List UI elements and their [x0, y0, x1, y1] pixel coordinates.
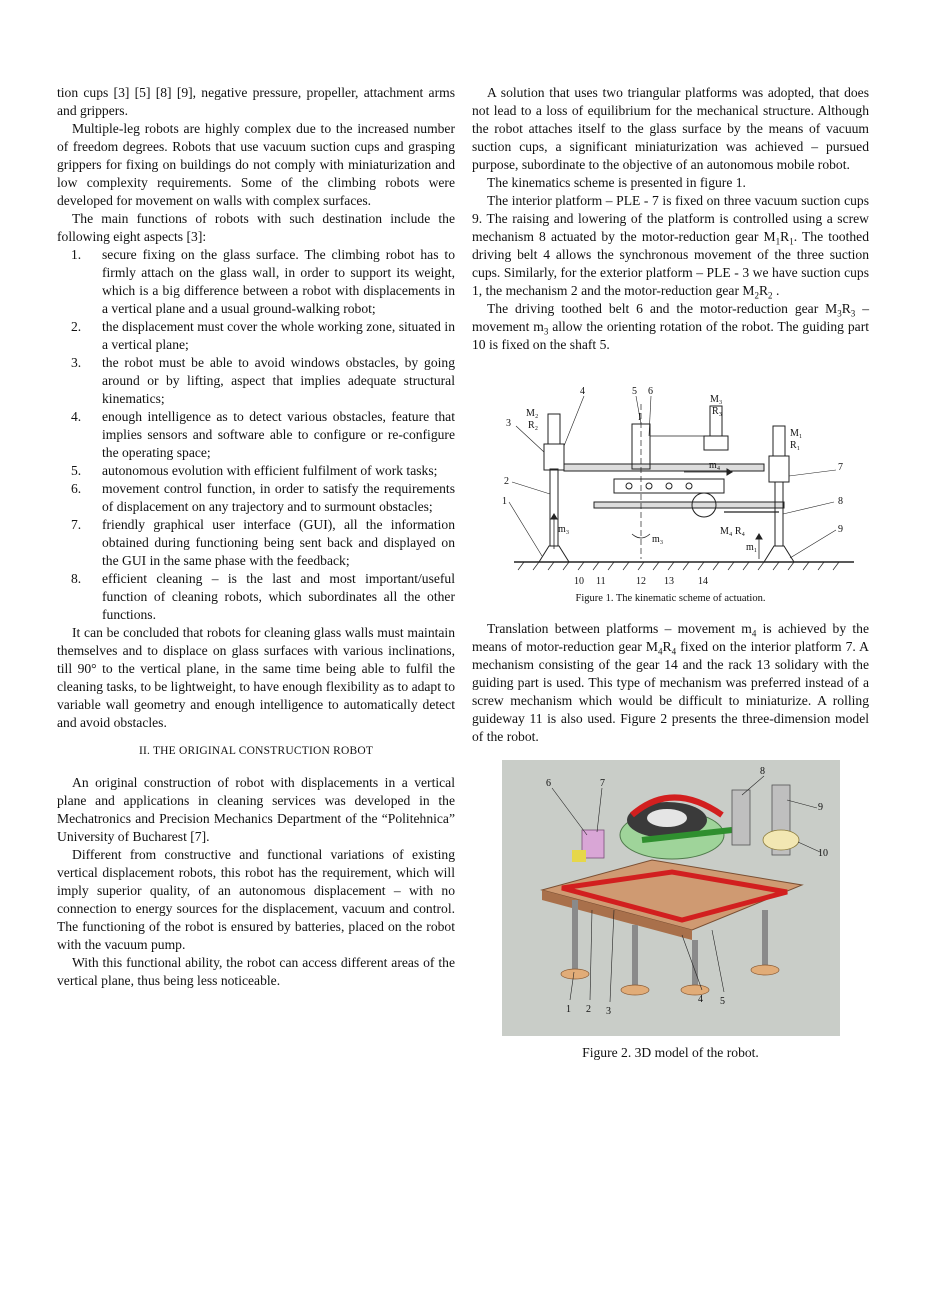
- label: M₁: [790, 428, 803, 439]
- label: 5: [632, 386, 637, 397]
- label: R₂: [528, 420, 539, 431]
- label: 3: [506, 418, 511, 429]
- label: 8: [838, 496, 843, 507]
- left-motor-block: [544, 444, 564, 470]
- label: R₃: [712, 406, 723, 417]
- label: 10: [818, 848, 828, 859]
- guiding-part: [614, 479, 724, 493]
- interior-platform: [594, 502, 784, 508]
- paragraph: With this functional ability, the robot can access different areas of the vertical plane, thus being less noticeable.: [57, 955, 455, 988]
- label: 1: [502, 496, 507, 507]
- list-item: 4. enough intelligence as to detect various obstacles, feature that implies sensors and software able to configure or re-configure the operating space;: [71, 409, 455, 460]
- label: m₄: [709, 460, 721, 471]
- label: I: [638, 412, 642, 423]
- paragraph: The driving toothed belt 6 and the motor-reduction gear $M_3R_3$ – movement $m_3$ allow the orienting rotation of the robot. The guiding part 10 is fixed on the shaft 5.: [472, 301, 869, 352]
- paragraph: tion cups [3] [5] [8] [9], negative pressure, propeller, attachment arms and grippers.: [57, 85, 455, 118]
- paragraph: Translation between platforms – movement $m_4$ is achieved by the means of motor-reduction gear $M_4R_4$ fixed on the interior platform 7. A mechanism consisting of the gear 14 and the rack 13 solidary with the guiding part is used. This type of mechanism was preferred instead of a screw mechanism which would be difficult to miniaturize. A rolling guideway 11 is also used. Figure 2 presents the three-dimension model of the robot.: [472, 621, 870, 744]
- paragraph: An original construction of robot with displacements in a vertical plane and applications in cleaning services was developed in the Mechatronics and Precision Mechanics Department of the “Politehnica” University of Bucharest [7].: [57, 775, 455, 844]
- label: 7: [838, 462, 843, 473]
- label: 2: [586, 1004, 591, 1015]
- guiding-part-10: [763, 830, 799, 850]
- leg: [572, 900, 578, 970]
- leg: [692, 940, 698, 985]
- list-item: 7. friendly graphical user interface (GUI), all the information obtained during functioning being sent back and displayed on the GUI in the same phase with the feedback;: [71, 517, 455, 568]
- label: 5: [720, 996, 725, 1007]
- list-item: 6. movement control function, in order to satisfy the requirements of displacement on any trajectory and to surmount obstacles;: [71, 481, 455, 514]
- label: 10: [574, 576, 584, 584]
- paragraph: Different from constructive and functional variations of existing vertical displacement robots, this robot has the requirement, which will imply superior quality, of an autonomous displacement – with no connection to energy sources for the displacement, vacuum and control. The functioning of the robot is ensured by batteries, placed on the robot with the vacuum pump.: [57, 847, 455, 952]
- label: 7: [600, 778, 605, 789]
- section-title: II. THE ORIGINAL CONSTRUCTION ROBOT: [138, 745, 374, 757]
- suction-cup-right: [764, 546, 794, 562]
- leg: [762, 910, 768, 965]
- suction-cup: [561, 969, 589, 979]
- suction-cup: [751, 965, 779, 975]
- aspects-list: [57, 246, 455, 624]
- list-item: 8. efficient cleaning – is the last and most important/useful function of cleaning robots, which subordinates all the other functions.: [71, 571, 455, 622]
- label: 13: [664, 576, 674, 584]
- label: m₃: [558, 524, 570, 535]
- list-item: 5. autonomous evolution with efficient fulfilment of work tasks;: [71, 463, 438, 478]
- figure-2-3d-model: [502, 760, 840, 1036]
- label: 2: [504, 476, 509, 487]
- label: 12: [636, 576, 646, 584]
- figure-1-caption: Figure 1. The kinematic scheme of actuation.: [575, 593, 766, 604]
- paragraph: A solution that uses two triangular platforms was adopted, that does not lead to a loss of equilibrium for the mechanical structure. Although the robot attaches itself to the glass surface by the means of vacuum suction cups, a significant miniaturization was achieved – pursued purpose, subordinate to the objective of an autonomous mobile robot.: [472, 85, 869, 172]
- paragraph: It can be concluded that robots for cleaning glass walls must maintain themselves and to displace on glass surfaces with various inclinations, till 90° to the vertical plane, in the same time being able to fulfil the cleaning tasks, to be lightweight, to have enough flexibility as to adapt to variable wall geometry and enough intelligence to automatically detect and avoid obstacles.: [57, 625, 455, 730]
- paragraph: The interior platform – PLE - 7 is fixed on three vacuum suction cups 9. The raising and lowering of the platform is controlled using a screw mechanism 8 actuated by the motor-reduction gear $M_1R_1$. The toothed driving belt 4 allows the synchronous movement of the three suction cups. Similarly, for the exterior platform – PLE - 3 we have suction cups 1, the mechanism 2 and the motor-reduction gear $M_2R_2$ .: [472, 193, 870, 301]
- label: R₁: [790, 440, 801, 451]
- motor-column-8: [732, 790, 750, 845]
- paragraph: Multiple-leg robots are highly complex due to the increased number of freedom degrees. Robots that use vacuum suction cups and grasping grippers for fixing on buildings do not comply with miniaturization and low complexity requirements. Some of the climbing robots were developed for movement on walls with complex surfaces.: [57, 121, 455, 208]
- paragraph: The kinematics scheme is presented in figure 1.: [487, 175, 746, 190]
- right-motor-block: [769, 456, 789, 482]
- figure-1-kinematic-scheme: [484, 384, 864, 584]
- ground-hatch: [518, 562, 839, 570]
- exterior-platform: [564, 464, 764, 471]
- label: M₂: [526, 408, 539, 419]
- label: 3: [606, 1006, 611, 1017]
- label: 1: [566, 1004, 571, 1015]
- label: 14: [698, 576, 708, 584]
- leg: [632, 925, 638, 985]
- list-item: 3. the robot must be able to avoid windows obstacles, by going around or by lifting, aspect that implies adequate structural kinematics;: [71, 355, 455, 406]
- figure-2-caption: Figure 2. 3D model of the robot.: [582, 1045, 759, 1060]
- label: 8: [760, 766, 765, 777]
- label: 6: [648, 386, 653, 397]
- label: 4: [698, 994, 703, 1005]
- label: 11: [596, 576, 606, 584]
- label: 9: [818, 802, 823, 813]
- suction-cup: [621, 985, 649, 995]
- left-column: [57, 84, 455, 990]
- label: 9: [838, 524, 843, 535]
- right-column-shaft: [775, 482, 783, 546]
- list-item: 2. the displacement must cover the whole working zone, situated in a vertical plane;: [71, 319, 455, 352]
- label: m₁: [746, 542, 758, 553]
- right-column: [472, 84, 869, 1062]
- suction-cup: [681, 985, 709, 995]
- paragraph: The main functions of robots with such destination include the following eight aspects [3]:: [57, 211, 455, 244]
- label: m₃: [652, 534, 664, 545]
- label: 6: [546, 778, 551, 789]
- label: M₃: [710, 394, 723, 405]
- label: M₄ R₄: [720, 526, 746, 537]
- list-item: 1. secure fixing on the glass surface. The climbing robot has to firmly attach on the glass wall, in order to support its weight, which is a big difference between a robot with displacements in a vertical plane and a usual ground-walking robot;: [71, 247, 455, 316]
- left-motor-M2R2: [548, 414, 560, 444]
- label: 4: [580, 386, 585, 397]
- right-motor-M1R1: [773, 426, 785, 456]
